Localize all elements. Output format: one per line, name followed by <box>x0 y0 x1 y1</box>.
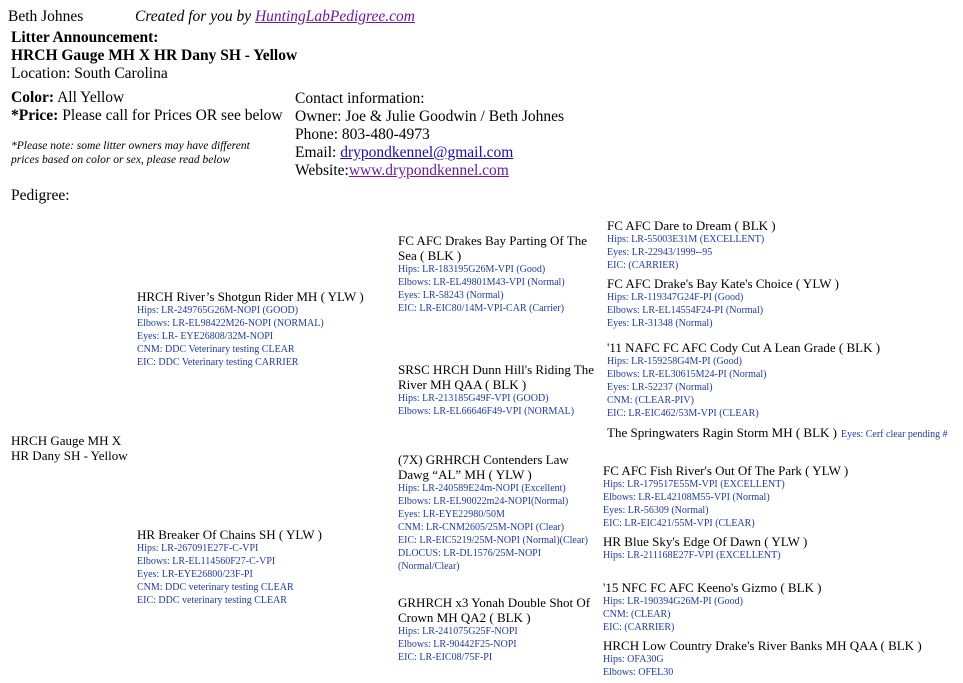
dam-health-line: Hips: LR-267091E27F-C-VPI <box>137 543 259 554</box>
dog-health <box>607 355 880 420</box>
gen3-dog-5 <box>603 463 848 530</box>
contact-heading: Contact information: <box>295 90 425 107</box>
health-line: Hips: LR-179517E55M-VPI (EXCELLENT) <box>603 479 785 490</box>
dog-name: The Springwaters Ragin Storm MH ( BLK ) <box>607 425 838 440</box>
health-line: EIC: LR-EIC421/55M-VPI (CLEAR) <box>603 518 755 529</box>
name-line: Crown MH QA2 ( BLK ) <box>398 610 531 625</box>
health-line: (Normal/Clear) <box>398 561 460 572</box>
health-line: Elbows: LR-EL42108M55-VPI (Normal) <box>603 492 770 503</box>
email-link[interactable]: drypondkennel@gmail.com <box>340 144 514 161</box>
health-line: Hips: LR-183195G26M-VPI (Good) <box>398 264 546 275</box>
author-name: Beth Johnes <box>8 8 84 25</box>
litter-heading: Litter Announcement: <box>11 29 159 46</box>
health-line: Eyes: LR-31348 (Normal) <box>607 318 713 329</box>
dam-name: HR Breaker Of Chains SH ( YLW ) <box>137 527 322 542</box>
dog-name: FC AFC Fish River's Out Of The Park ( YLW ) <box>603 463 849 478</box>
health-line: EIC: (CARRIER) <box>603 622 675 633</box>
health-line: CNM: (CLEAR-PIV) <box>607 395 694 406</box>
sire-health-line: Hips: LR-249765G26M-NOPI (GOOD) <box>137 305 299 316</box>
dog-health <box>603 478 848 530</box>
health-line: Eyes: LR-22943/1999--95 <box>607 247 713 258</box>
email-label: Email: <box>295 144 341 161</box>
dam-health-line: Elbows: LR-EL114560F27-C-VPI <box>137 556 276 567</box>
health-line: Hips: LR-211168E27F-VPI (EXCELLENT) <box>603 550 781 561</box>
price-note-line-2: prices based on color or sex, please read below <box>11 154 230 166</box>
color-label: Color: <box>11 89 55 106</box>
health-line: EIC: LR-EIC5219/25M-NOPI (Normal)(Clear) <box>398 535 588 546</box>
health-line: Hips: LR-119347G24F-PI (Good) <box>607 292 744 303</box>
dog-name: FC AFC Drake's Bay Kate's Choice ( YLW ) <box>607 276 839 291</box>
dog-health <box>607 291 839 330</box>
gen3-dog-3 <box>607 340 880 420</box>
health-line: CNM: LR-CNM2605/25M-NOPI (Clear) <box>398 522 565 533</box>
sire-dam-health <box>398 392 598 418</box>
health-line: EIC: LR-EIC462/53M-VPI (CLEAR) <box>607 408 759 419</box>
gen3-dog-1 <box>607 218 776 272</box>
sire-dam-name <box>398 362 598 392</box>
dam-health <box>137 542 322 607</box>
dog-name: FC AFC Dare to Dream ( BLK ) <box>607 218 776 233</box>
dog-health-inline: Eyes: Cerf clear pending # <box>841 429 948 440</box>
health-line: CNM: (CLEAR) <box>603 609 671 620</box>
dog-health <box>603 549 807 562</box>
sire-sire-name <box>398 233 598 263</box>
sire-health-line: CNM: DDC Veterinary testing CLEAR <box>137 344 295 355</box>
color-value: All Yellow <box>54 89 125 106</box>
dam-sire <box>398 452 598 573</box>
sire-sire <box>398 233 598 315</box>
dog-health <box>607 233 776 272</box>
litter-location: Location: South Carolina <box>11 65 168 82</box>
dam-health-line: CNM: DDC veterinary testing CLEAR <box>137 582 294 593</box>
contact-email <box>295 144 564 162</box>
dog-name: HR Blue Sky's Edge Of Dawn ( YLW ) <box>603 534 808 549</box>
name-line: Dawg “AL” MH ( YLW ) <box>398 467 532 482</box>
dam <box>137 527 322 607</box>
pedigree-label: Pedigree: <box>11 187 70 204</box>
sire-sire-health <box>398 263 598 315</box>
litter-dog-line-1: HRCH Gauge MH X <box>11 433 122 448</box>
health-line: Eyes: LR-EYE22980/50M <box>398 509 505 520</box>
health-line: DLOCUS: LR-DL1576/25M-NOPI <box>398 548 542 559</box>
litter-dog-line-2: HR Dany SH - Yellow <box>11 448 128 463</box>
name-line: (7X) GRHRCH Contenders Law <box>398 452 569 467</box>
health-line: Elbows: LR-EL90022m24-NOPI(Normal) <box>398 496 569 507</box>
name-line: River MH QAA ( BLK ) <box>398 377 527 392</box>
health-line: EIC: LR-EIC80/14M-VPI-CAR (Carrier) <box>398 303 565 314</box>
health-line: Eyes: LR-52237 (Normal) <box>607 382 713 393</box>
health-line: Hips: OFA30G <box>603 654 664 665</box>
dog-health <box>603 653 922 679</box>
dog-name: '15 NFC FC AFC Keeno's Gizmo ( BLK ) <box>603 580 822 595</box>
health-line: Hips: LR-159258G4M-PI (Good) <box>607 356 742 367</box>
health-line: Hips: LR-190394G26M-PI (Good) <box>603 596 743 607</box>
name-line: SRSC HRCH Dunn Hill's Riding The <box>398 362 595 377</box>
gen3-dog-6 <box>603 534 807 562</box>
name-line: FC AFC Drakes Bay Parting Of The <box>398 233 587 248</box>
contact-phone: Phone: 803-480-4973 <box>295 126 430 143</box>
health-line: Eyes: LR-56309 (Normal) <box>603 505 709 516</box>
name-line: GRHRCH x3 Yonah Double Shot Of <box>398 595 591 610</box>
sire-name: HRCH River’s Shotgun Rider MH ( YLW ) <box>137 289 364 304</box>
price-note-line-1: *Please note: some litter owners may have different <box>11 140 250 152</box>
sire-health-line: Elbows: LR-EL98422M26-NOPI (NORMAL) <box>137 318 324 329</box>
litter-price <box>11 107 283 125</box>
contact-block <box>295 90 564 180</box>
price-note <box>11 139 250 167</box>
price-label: *Price: <box>11 107 59 124</box>
contact-website <box>295 162 564 180</box>
price-value: Please call for Prices OR see below <box>58 107 283 124</box>
dam-dam-name <box>398 595 598 625</box>
health-line: Elbows: LR-EL49801M43-VPI (Normal) <box>398 277 565 288</box>
sire-dam <box>398 362 598 418</box>
website-label: Website: <box>295 162 349 179</box>
created-prefix: Created for you by <box>135 8 255 25</box>
dam-health-line: Eyes: LR-EYE26800/23F-PI <box>137 569 253 580</box>
health-line: Hips: LR-241075G25F-NOPI <box>398 626 518 637</box>
dog-name: '11 NAFC FC AFC Cody Cut A Lean Grade ( BLK ) <box>607 340 881 355</box>
sire <box>137 289 364 369</box>
dog-health <box>603 595 821 634</box>
health-line: Hips: LR-55003E31M (EXCELLENT) <box>607 234 765 245</box>
dog-name: HRCH Low Country Drake's River Banks MH QAA ( BLK ) <box>603 638 922 653</box>
health-line: Hips: LR-213185G49F-VPI (GOOD) <box>398 393 549 404</box>
dam-dam <box>398 595 598 664</box>
health-line: Elbows: LR-EL14554F24-PI (Normal) <box>607 305 764 316</box>
contact-owner: Owner: Joe & Julie Goodwin / Beth Johnes <box>295 108 565 125</box>
sire-health-line: Eyes: LR- EYE26808/32M-NOPI <box>137 331 274 342</box>
gen3-dog-2 <box>607 276 839 330</box>
litter-title: HRCH Gauge MH X HR Dany SH - Yellow <box>11 47 298 64</box>
health-line: EIC: (CARRIER) <box>607 260 679 271</box>
health-line: Eyes: LR-58243 (Normal) <box>398 290 504 301</box>
litter-dog <box>11 433 128 463</box>
sire-health-line: EIC: DDC Veterinary testing CARRIER <box>137 357 299 368</box>
health-line: EIC: LR-EIC08/75F-PI <box>398 652 493 663</box>
dam-sire-health <box>398 482 598 573</box>
created-by <box>135 8 415 26</box>
litter-color <box>11 89 124 107</box>
health-line: Elbows: LR-EL30615M24-PI (Normal) <box>607 369 767 380</box>
health-line: Elbows: LR-EL66646F49-VPI (NORMAL) <box>398 406 575 417</box>
gen3-dog-7 <box>603 580 821 634</box>
dam-sire-name <box>398 452 598 482</box>
sire-health <box>137 304 364 369</box>
name-line: Sea ( BLK ) <box>398 248 462 263</box>
hunting-lab-pedigree-link[interactable]: HuntingLabPedigree.com <box>254 8 415 25</box>
dam-health-line: EIC: DDC veterinary testing CLEAR <box>137 595 287 606</box>
website-link[interactable]: www.drypondkennel.com <box>348 162 509 179</box>
dam-dam-health <box>398 625 598 664</box>
gen3-dog-8 <box>603 638 922 679</box>
gen3-dog-4 <box>607 424 948 442</box>
health-line: Elbows: LR-90442F25-NOPI <box>398 639 517 650</box>
health-line: Elbows: OFEL30 <box>603 667 674 678</box>
health-line: Hips: LR-240589E24m-NOPI (Excellent) <box>398 483 566 494</box>
